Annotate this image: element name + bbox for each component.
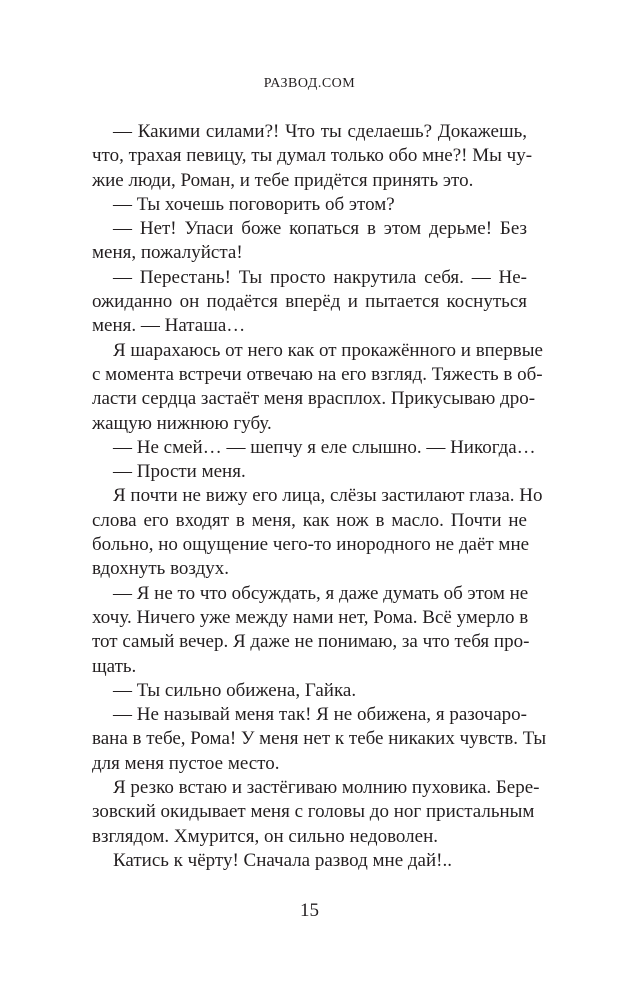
text-line: зовский окидывает меня с головы до ног пристальным	[92, 801, 535, 823]
text-line: ласти сердца застаёт меня врасплох. Прикусываю дро-	[92, 388, 536, 410]
text-line: жащую нижнюю губу.	[92, 412, 272, 434]
page-number: 15	[300, 900, 319, 921]
text-line: для меня пустое место.	[92, 752, 280, 774]
text-line: — Ты хочешь поговорить об этом?	[113, 193, 395, 215]
text-line: — Нет! Упаси боже копаться в этом дерьме! Без	[113, 218, 527, 240]
text-line: жие люди, Роман, и тебе придётся принять это.	[92, 169, 474, 191]
text-line: Катись к чёрту! Сначала развод мне дай!..	[113, 849, 452, 871]
text-line: слова его входят в меня, как нож в масло. Почти не	[92, 509, 527, 531]
text-line: хочу. Ничего уже между нами нет, Рома. Всё умерло в	[92, 606, 529, 628]
text-line: с момента встречи отвечаю на его взгляд. Тяжесть в об-	[92, 363, 543, 385]
text-line: больно, но ощущение чего-то инородного не даёт мне	[92, 534, 530, 556]
text-line: тот самый вечер. Я даже не понимаю, за что тебя про-	[92, 631, 530, 653]
text-line: вана в тебе, Рома! У меня нет к тебе никаких чувств. Ты	[92, 728, 547, 750]
text-line: ожиданно он подаётся вперёд и пытается коснуться	[92, 291, 527, 313]
text-line: Я шарахаюсь от него как от прокажённого и впервые	[113, 339, 543, 361]
running-head: РАЗВОД.СОМ	[263, 76, 356, 91]
text-line: Я резко встаю и застёгиваю молнию пуховика. Бере-	[113, 777, 540, 799]
text-line: — Я не то что обсуждать, я даже думать об этом не	[113, 582, 529, 604]
text-line: — Прости меня.	[113, 461, 246, 483]
body-text	[92, 120, 547, 873]
text-line: — Не называй меня так! Я не обижена, я разочаро-	[113, 704, 527, 726]
text-line: — Перестань! Ты просто накрутила себя. — Не-	[113, 266, 527, 288]
text-line: что, трахая певицу, ты думал только обо мне?! Мы чу-	[92, 145, 533, 167]
text-line: меня, пожалуйста!	[92, 242, 243, 264]
text-line: Я почти не вижу его лица, слёзы застилают глаза. Но	[113, 485, 543, 507]
text-line: — Какими силами?! Что ты сделаешь? Докажешь,	[113, 121, 527, 142]
text-line: вдохнуть воздух.	[92, 558, 229, 580]
text-line: меня. — Наташа…	[92, 315, 246, 337]
text-line: — Не смей… — шепчу я еле слышно. — Никогда…	[113, 436, 536, 458]
text-line: взглядом. Хмурится, он сильно недоволен.	[92, 825, 438, 847]
text-line: — Ты сильно обижена, Гайка.	[113, 679, 357, 701]
text-line: щать.	[92, 655, 137, 677]
